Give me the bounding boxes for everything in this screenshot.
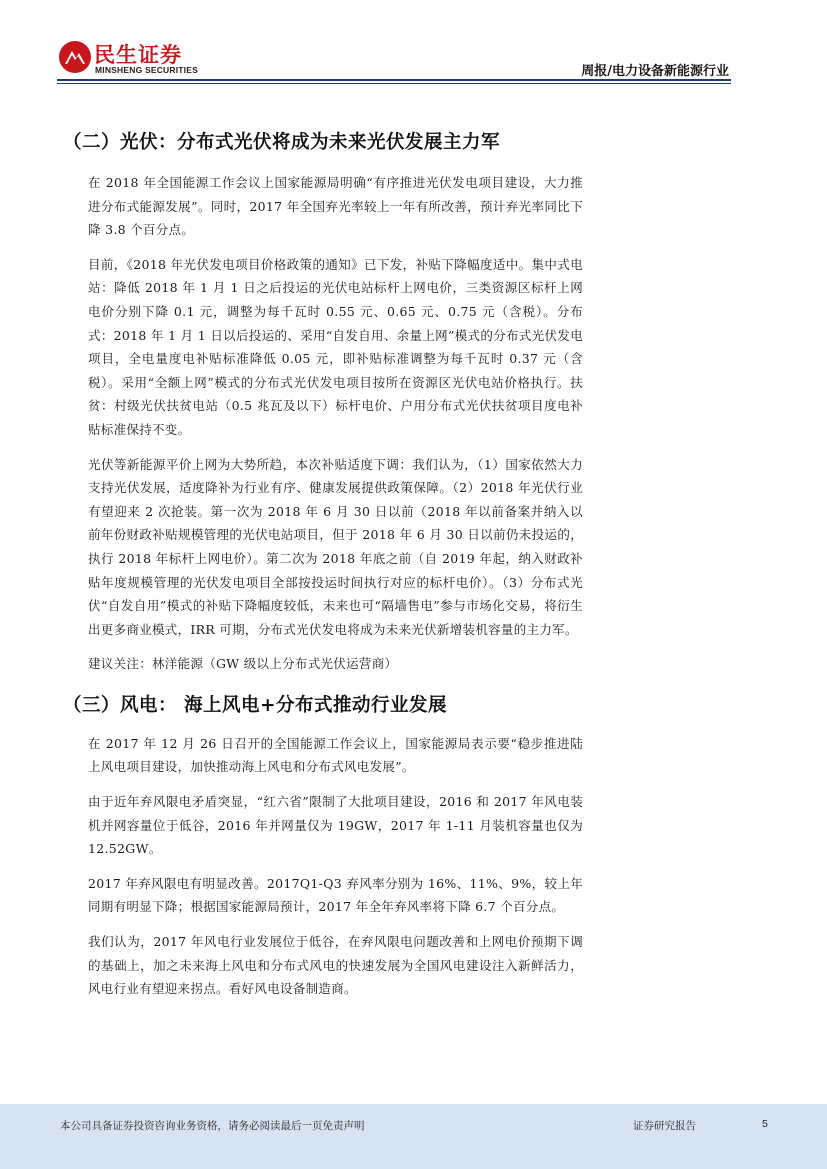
page-footer: [0, 1104, 827, 1169]
section-title-wind: （三）风电： 海上风电+分布式推动行业发展: [63, 694, 447, 716]
header-divider-thin: [57, 83, 731, 84]
section-title-solar: （二）光伏：分布式光伏将成为未来光伏发展主力军: [63, 132, 501, 153]
footer-document-type: 证券研究报告: [633, 1120, 696, 1132]
paragraph: 目前，《2018 年光伏发电项目价格政策的通知》已下发，补贴下降幅度适中。集中式电站：降低 2018 年 1 月 1 日之后投运的光伏电站标杆上网电价，三类资源区标杆上网电价分别下降 0.1 元，调整为每千瓦时 0.55 元、0.65 元、0.75 元（含税）。分布式：2018 年 1 月 1 日以后投运的、采用“自发自用、余量上网”模式的分布式光伏发电项目，全电量度电补贴标准降低 0.05 元，即补贴标准调整为每千瓦时 0.37 元（含税）。采用“全额上网”模式的分布式光伏发电项目按所在资源区光伏电站价格执行。扶贫：村级光伏扶贫电站（0.5 兆瓦及以下）标杆电价、户用分布式光伏扶贫项目度电补贴标准保持不变。: [88, 256, 583, 437]
header-divider: [57, 79, 731, 81]
paragraph: 在 2017 年 12 月 26 日召开的全国能源工作会议上，国家能源局表示要“稳步推进陆上风电项目建设，加快推动海上风电和分布式风电发展”。: [88, 735, 583, 775]
company-logo: [58, 38, 208, 78]
paragraph: 光伏等新能源平价上网为大势所趋，本次补贴适度下调：我们认为，（1）国家依然大力支持光伏发展，适度降补为行业有序、健康发展提供政策保障。（2）2018 年光伏行业有望迎来 2 次抢装。第一次为 2018 年 6 月 30 日以前（2018 年以前备案并纳入以前年份财政补贴规模管理的光伏电站项目，但于 2018 年 6 月 30 日以前仍未投运的，执行 2018 年标杆上网电价）。第二次为 2018 年底之前（自 2019 年起，纳入财政补贴年度规模管理的光伏发电项目全部按投运时间执行对应的标杆电价）。（3）分布式光伏“自发自用”模式的补贴下降幅度较低，未来也可“隔墙售电”参与市场化交易，将衍生出更多商业模式，IRR 可期，分布式光伏发电将成为未来光伏新增装机容量的主力军。: [88, 456, 583, 637]
minsheng-logo-icon: [58, 40, 92, 74]
page-number: 5: [762, 1118, 768, 1130]
logo-chinese-name: 民生证券: [94, 43, 182, 67]
paragraph: 在 2018 年全国能源工作会议上国家能源局明确“有序推进光伏发电项目建设，大力推进分布式能源发展”。同时，2017 年全国弃光率较上一年有所改善，预计弃光率同比下降 3.8 个百分点。: [88, 175, 583, 238]
report-type-label: 周报/电力设备新能源行业: [581, 64, 729, 79]
footer-disclaimer: 本公司具备证券投资咨询业务资格，请务必阅读最后一页免责声明: [60, 1120, 365, 1132]
recommendation-paragraph: 建议关注：林洋能源（GW 级以上分布式光伏运营商）: [88, 656, 398, 672]
report-body: [63, 128, 583, 1012]
page-header: [0, 0, 827, 85]
logo-english-name: MINSHENG SECURITIES: [95, 65, 198, 75]
paragraph: 我们认为，2017 年风电行业发展位于低谷，在弃风限电问题改善和上网电价预期下调的基础上，加之未来海上风电和分布式风电的快速发展为全国风电建设注入新鲜活力，风电行业有望迎来拐点。看好风电设备制造商。: [88, 934, 583, 997]
paragraph: 由于近年弃风限电矛盾突显，“红六省”限制了大批项目建设，2016 和 2017 年风电装机并网容量位于低谷，2016 年并网量仅为 19GW，2017 年 1-11 月装机容量也仅为 12.52GW。: [88, 794, 583, 857]
paragraph: 2017 年弃风限电有明显改善。2017Q1-Q3 弃风率分别为 16%、11%、9%，较上年同期有明显下降；根据国家能源局预计，2017 年全年弃风率将下降 6.7 个百分点。: [88, 875, 583, 915]
